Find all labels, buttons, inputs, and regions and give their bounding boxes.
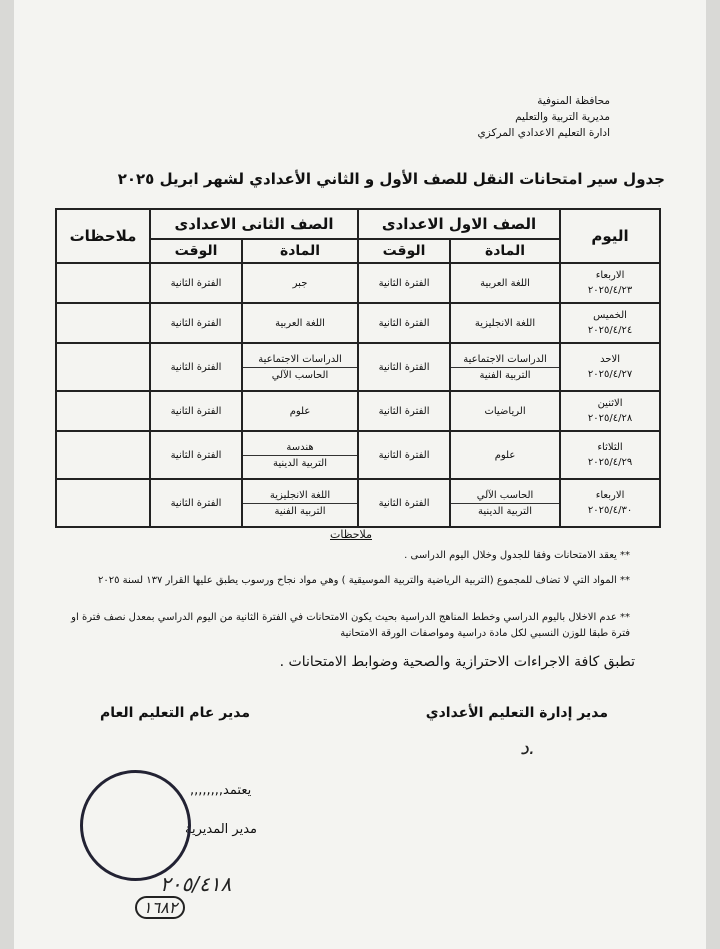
subject-name: الدراسات الاجتماعية [258, 353, 342, 365]
day-date: ٢٠٢٥/٤/٢٣ [587, 285, 633, 296]
g1-subject-cell [450, 263, 560, 303]
notes-cell [56, 479, 150, 527]
reference-handwriting: ٢٠٥/٤١٨ [160, 872, 232, 896]
right-signature-text: د. [520, 735, 536, 759]
notes-cell [56, 391, 150, 431]
subject-name: اللغة العربية [480, 277, 530, 289]
header-g1-time: الوقت [358, 239, 450, 263]
note-2: ** المواد التي لا تضاف للمجموع (التربية الرياضية والتربية الموسيقية ) وهي مواد نجاح ورسوب يطبق عليها القرار ١٣٧ لسنة ٢٠٢٥ [98, 575, 630, 586]
letterhead-administration: ادارة التعليم الاعدادي المركزي [477, 127, 610, 139]
header-g1-subject: المادة [450, 239, 560, 263]
g1-time-cell: الفترة الثانية [358, 303, 450, 343]
exam-schedule-table [55, 208, 661, 528]
left-signature-title: مدير عام التعليم العام [100, 705, 250, 721]
header-notes: ملاحظات [56, 209, 150, 263]
subject-name: التربية الدينية [451, 503, 559, 519]
subject-name: التربية الدينية [243, 455, 357, 471]
day-cell [560, 263, 660, 303]
reference-number: ١٦٨٢ [135, 896, 185, 919]
g1-subject-cell [450, 479, 560, 527]
note-4: تطبق كافة الاجراءات الاحترازية والصحية وضوابط الامتحانات . [279, 654, 635, 670]
day-cell [560, 303, 660, 343]
g1-time-cell: الفترة الثانية [358, 431, 450, 479]
subject-name: الرياضيات [484, 405, 526, 417]
subject-name: الحاسب الآلي [476, 489, 534, 501]
g2-time-cell: الفترة الثانية [150, 391, 242, 431]
g1-subject-cell [450, 343, 560, 391]
directorate-director-label: مدير المديرية [185, 822, 258, 837]
page-title: جدول سير امتحانات النقل للصف الأول و الثاني الأعدادي لشهر ابريل ٢٠٢٥ [117, 170, 665, 188]
subject-name: علوم [494, 449, 516, 461]
table-row [56, 263, 660, 303]
g1-time-cell: الفترة الثانية [358, 479, 450, 527]
g1-time-cell: الفترة الثانية [358, 391, 450, 431]
subject-name: علوم [289, 405, 311, 417]
g2-subject-cell [242, 343, 358, 391]
table-row [56, 479, 660, 527]
day-cell [560, 391, 660, 431]
day-name: الخميس [593, 310, 627, 321]
day-date: ٢٠٢٥/٤/٢٧ [587, 369, 633, 380]
day-name: الاثنين [597, 398, 623, 409]
subject-name: جبر [292, 277, 308, 289]
day-date: ٢٠٢٥/٤/٢٩ [587, 457, 633, 468]
g2-time-cell: الفترة الثانية [150, 431, 242, 479]
letterhead [477, 93, 610, 141]
g2-subject-cell [242, 479, 358, 527]
g2-time-cell: الفترة الثانية [150, 303, 242, 343]
g1-time-cell: الفترة الثانية [358, 343, 450, 391]
subject-name: الحاسب الآلي [243, 367, 357, 383]
note-1: ** يعقد الامتحانات وفقا للجدول وخلال اليوم الدراسى . [404, 550, 630, 561]
g2-subject-cell [242, 391, 358, 431]
g1-time-cell: الفترة الثانية [358, 263, 450, 303]
g1-subject-cell [450, 391, 560, 431]
table-row [56, 343, 660, 391]
g2-time-cell: الفترة الثانية [150, 343, 242, 391]
notes-cell [56, 343, 150, 391]
day-name: الاحد [600, 354, 620, 365]
right-signature [520, 735, 535, 759]
day-cell [560, 479, 660, 527]
letterhead-directorate: مديرية التربية والتعليم [515, 111, 610, 123]
official-seal [80, 770, 191, 881]
day-date: ٢٠٢٥/٤/٢٨ [587, 413, 633, 424]
notes-cell [56, 303, 150, 343]
subject-name: اللغة الانجليزية [474, 317, 536, 329]
notes-heading: ملاحظات [330, 528, 372, 541]
day-cell [560, 431, 660, 479]
g2-subject-cell [242, 303, 358, 343]
g2-time-cell: الفترة الثانية [150, 479, 242, 527]
notes-cell [56, 431, 150, 479]
g1-subject-cell [450, 431, 560, 479]
g1-subject-cell [450, 303, 560, 343]
subject-name: اللغة العربية [275, 317, 325, 329]
header-g2-time: الوقت [150, 239, 242, 263]
table-row [56, 303, 660, 343]
subject-name: هندسة [286, 441, 314, 453]
day-name: الثلاثاء [597, 442, 623, 453]
subject-name: اللغة الانجليزية [269, 489, 331, 501]
approve-label: يعتمد,,,,,,,, [190, 783, 252, 798]
table-row [56, 391, 660, 431]
day-cell [560, 343, 660, 391]
g2-subject-cell [242, 263, 358, 303]
note-3: ** عدم الاخلال باليوم الدراسي وخطط المناهج الدراسية بحيث يكون الامتحانات في الفترة الثانية من اليوم الدراسي بمعدل نصف فترة او فترة طبقا للوزن النسبي لكل مادة دراسية ومواصفات الورقة الامتحانية [71, 612, 630, 639]
day-date: ٢٠٢٥/٤/٣٠ [587, 505, 633, 516]
subject-name: التربية الفنية [451, 367, 559, 383]
table-row [56, 431, 660, 479]
day-name: الاربعاء [595, 270, 625, 281]
day-name: الاربعاء [595, 490, 625, 501]
header-grade2: الصف الثانى الاعدادى [150, 209, 358, 239]
subject-name: الدراسات الاجتماعية [463, 353, 547, 365]
subject-name: التربية الفنية [243, 503, 357, 519]
header-grade1: الصف الاول الاعدادى [358, 209, 560, 239]
notes-cell [56, 263, 150, 303]
header-day: اليوم [560, 209, 660, 263]
g2-time-cell: الفترة الثانية [150, 263, 242, 303]
day-date: ٢٠٢٥/٤/٢٤ [587, 325, 633, 336]
header-g2-subject: المادة [242, 239, 358, 263]
right-signature-title: مدير إدارة التعليم الأعدادي [425, 705, 608, 721]
letterhead-governorate: محافظة المنوفية [537, 95, 610, 107]
g2-subject-cell [242, 431, 358, 479]
